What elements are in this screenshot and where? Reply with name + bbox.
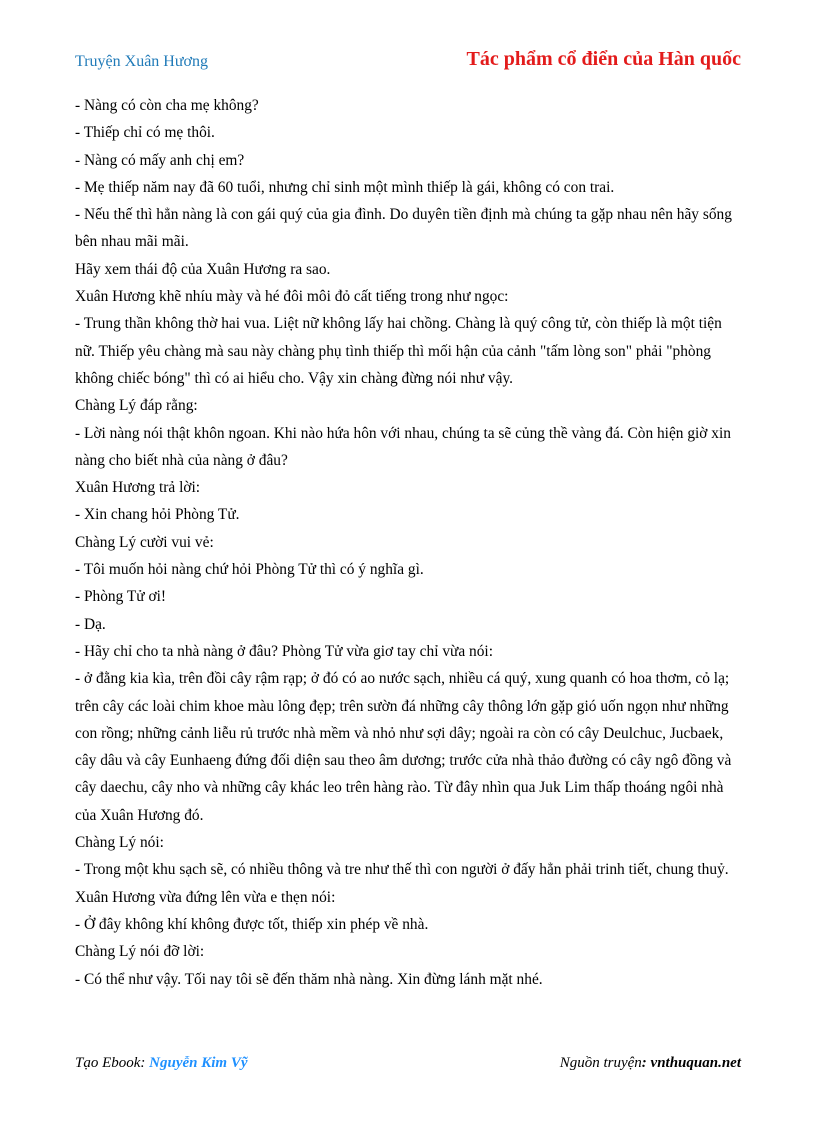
paragraph: Xuân Hương vừa đứng lên vừa e thẹn nói:: [75, 888, 336, 906]
paragraph: - Xin chang hỏi Phòng Tử.: [75, 506, 240, 524]
paragraph: Xuân Hương khẽ nhíu mày và hé đôi môi đỏ cất tiếng trong như ngọc:: [75, 288, 509, 306]
paragraph: Chàng Lý đáp rằng:: [75, 397, 198, 415]
page-footer: [75, 1055, 741, 1077]
paragraph: - Thiếp chỉ có mẹ thôi.: [75, 124, 215, 142]
paragraph: - Mẹ thiếp năm nay đã 60 tuổi, nhưng chỉ sinh một mình thiếp là gái, không có con trai.: [75, 178, 615, 196]
paragraph: - Lời nàng nói thật khôn ngoan. Khi nào hứa hôn với nhau, chúng ta sẽ củng thề vàng đá. Còn hiện giờ xin nàng cho biết nhà của nàng ở đâu?: [75, 424, 731, 469]
source-credit: Nguồn truyện: vnthuquan.net: [559, 1055, 741, 1071]
paragraph: - Có thể như vậy. Tối nay tôi sẽ đến thăm nhà nàng. Xin đừng lánh mặt nhé.: [75, 970, 543, 988]
paragraph: - Nếu thế thì hẳn nàng là con gái quý của gia đình. Do duyên tiền định mà chúng ta gặp nhau nên hãy sống bên nhau mãi mãi.: [75, 206, 732, 251]
paragraph: - Ở đây không khí không được tốt, thiếp xin phép về nhà.: [75, 915, 429, 933]
paragraph: - Hãy chỉ cho ta nhà nàng ở đâu? Phòng Tử vừa giơ tay chỉ vừa nói:: [75, 642, 493, 660]
paragraph: - Trung thần không thờ hai vua. Liệt nữ không lấy hai chồng. Chàng là quý công tử, còn thiếp là một tiện nữ. Thiếp yêu chàng mà sau này chàng phụ tình thiếp thì mối hận của cảnh "tấm lòng son" phải "phòng không chiếc bóng" thì có ai hiểu cho. Vậy xin chàng đừng nói như vậy.: [75, 315, 722, 387]
paragraph: Hãy xem thái độ của Xuân Hương ra sao.: [75, 260, 331, 278]
paragraph: Chàng Lý nói đỡ lời:: [75, 943, 205, 961]
paragraph: - Phòng Tử ơi!: [75, 588, 167, 606]
paragraph: - Dạ.: [75, 615, 106, 633]
paragraph: - Tôi muốn hỏi nàng chứ hỏi Phòng Tử thì có ý nghĩa gì.: [75, 561, 424, 579]
ebook-credit: Tạo Ebook: Nguyễn Kim Vỹ: [75, 1055, 248, 1071]
paragraph: - ở đằng kia kìa, trên đồi cây rậm rạp; ở đó có ao nước sạch, nhiều cá quý, xung quanh có hoa thơm, cỏ lạ; trên cây các loài chim khoe màu lông đẹp; trên sườn đá những cây thông lớn gặp gió uốn ngọn như những con rồng; những cảnh liễu rủ trước nhà mềm và nhỏ như sợi dây; ngoài ra còn có cây Deulchuc, Jucbaek, cây dâu và cây Eunhaeng đứng đối diện sau theo âm dương; trước cửa nhà thảo đường có cây ngô đồng và cây daechu, cây nho và những cây khác leo trên hàng rào. Từ đây nhìn qua Juk Lim thấp thoáng ngôi nhà của Xuân Hương đó.: [75, 670, 732, 824]
paragraph: - Nàng có mấy anh chị em?: [75, 151, 245, 169]
paragraph: Xuân Hương trả lời:: [75, 479, 201, 497]
source-site: vnthuquan.net: [650, 1055, 741, 1071]
paragraph: Chàng Lý cười vui vẻ:: [75, 533, 214, 551]
paragraph: - Nàng có còn cha mẹ không?: [75, 97, 259, 114]
story-title: Truyện Xuân Hương: [75, 53, 208, 70]
ebook-label: Tạo Ebook: [75, 1055, 141, 1071]
paragraph: Chàng Lý nói:: [75, 834, 164, 852]
page-header: [75, 48, 741, 78]
collection-title: Tác phẩm cổ điển của Hàn quốc: [466, 48, 741, 70]
ebook-creator: Nguyễn Kim Vỹ: [149, 1055, 248, 1071]
paragraph: - Trong một khu sạch sẽ, có nhiều thông và tre như thế thì con người ở đấy hẳn phải trinh tiết, chung thuỷ.: [75, 861, 729, 879]
source-label: Nguồn truyện: [559, 1055, 642, 1071]
story-body: [75, 92, 743, 993]
